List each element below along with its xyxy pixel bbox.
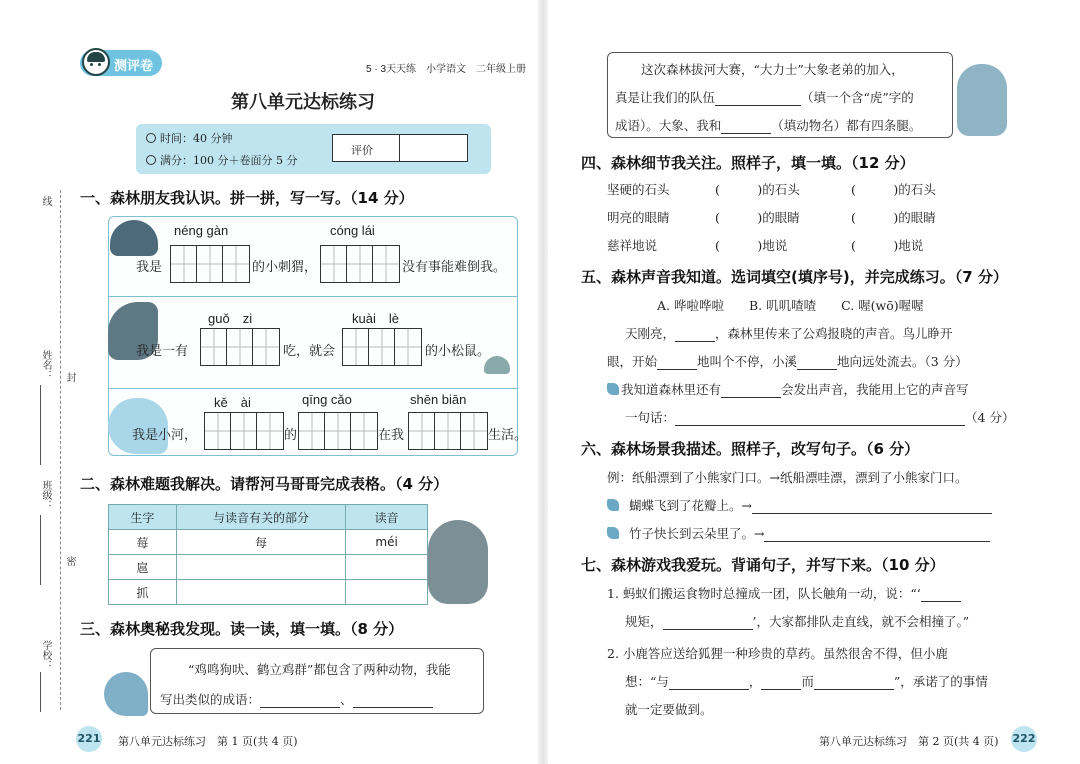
table-row: 抓 bbox=[109, 580, 428, 605]
time-info: 时间：40 分钟 bbox=[146, 130, 233, 146]
section-2-title: 二、森林难题我解决。请帮河马哥哥完成表格。（4 分） bbox=[80, 475, 449, 493]
footer-left: 第八单元达标练习 第 1 页(共 4 页) bbox=[118, 735, 298, 748]
seal-mark-2: 封 bbox=[64, 372, 75, 382]
pencil-icon bbox=[607, 383, 619, 395]
s1-text: 吃，就会 bbox=[283, 344, 336, 359]
table-row: 莓 每 méi bbox=[109, 530, 428, 555]
section-3-title: 三、森林奥秘我发现。读一读，填一填。（8 分） bbox=[80, 620, 404, 638]
answer-blank[interactable] bbox=[669, 689, 749, 690]
s1-text: 我是一有 bbox=[136, 344, 189, 359]
pencil-icon bbox=[607, 499, 619, 511]
answer-grid[interactable] bbox=[298, 412, 378, 450]
s7-q1: 1. 蚂蚁们搬运食物时总撞成一团，队长触角一动，说：“‘ bbox=[607, 584, 961, 602]
answer-cell[interactable] bbox=[176, 580, 345, 605]
s4-row: 明亮的眼睛 ( )的眼睛 ( )的眼睛 bbox=[607, 210, 936, 225]
seal-mark-3: 密 bbox=[64, 556, 75, 566]
s3-line-2: 写出类似的成语： 、 bbox=[160, 690, 433, 708]
s1-text: 没有事能难倒我。 bbox=[402, 260, 507, 275]
s7-q2-end: 就一定要做到。 bbox=[625, 702, 713, 717]
s1-pinyin-3: guǒ zi bbox=[208, 311, 253, 326]
s5-line-3: 我知道森林里还有 会发出声音，我能用上它的声音写 bbox=[607, 380, 969, 398]
answer-blank[interactable] bbox=[814, 689, 894, 690]
answer-blank[interactable] bbox=[657, 369, 697, 370]
table-header: 与读音有关的部分 bbox=[176, 505, 345, 530]
series-label: 5 · 3天天练 小学语文 二年级上册 bbox=[366, 64, 527, 75]
s6-q2: 竹子快长到云朵里了。→ bbox=[607, 524, 990, 542]
section-5-title: 五、森林声音我知道。选词填空(填序号)，并完成练习。（7 分） bbox=[581, 268, 1008, 286]
intro-line-3: 成语）。大象、我和 （填动物名）都有四条腿。 bbox=[615, 118, 922, 133]
seal-mark-1: 线 bbox=[40, 196, 51, 206]
hippo-icon bbox=[428, 520, 488, 604]
badge bbox=[80, 50, 162, 76]
answer-blank[interactable] bbox=[921, 601, 961, 602]
footer-right: 第八单元达标练习 第 2 页(共 4 页) bbox=[819, 735, 999, 748]
s1-text: 在我 bbox=[378, 428, 405, 443]
child-face-icon bbox=[82, 48, 110, 76]
character-table bbox=[108, 504, 428, 605]
page-number-right: 222 bbox=[1011, 726, 1037, 752]
answer-grid[interactable] bbox=[204, 412, 284, 450]
section-1-title: 一、森林朋友我认识。拼一拼，写一写。（14 分） bbox=[80, 189, 414, 207]
answer-blank[interactable] bbox=[260, 707, 340, 708]
rooster-icon bbox=[104, 672, 148, 716]
s5-options: A. 哗啦哗啦 B. 叽叽喳喳 C. 喔(wō)喔喔 bbox=[657, 298, 924, 313]
answer-cell[interactable] bbox=[176, 555, 345, 580]
s7-q1-cont: 规矩， ’，大家都排队走直线，就不会相撞了。” bbox=[625, 614, 970, 629]
binding-line bbox=[60, 190, 61, 710]
answer-blank[interactable]: ( )地说 bbox=[715, 238, 788, 253]
name-label: 姓名： bbox=[40, 350, 51, 380]
page-number-left: 221 bbox=[76, 726, 102, 752]
s1-text: 的 bbox=[284, 428, 298, 443]
page-title: 第八单元达标练习 bbox=[231, 92, 375, 113]
s7-q2: 2. 小鹿答应送给狐狸一种珍贵的草药。虽然很舍不得，但小鹿 bbox=[607, 646, 948, 661]
s5-line-4: 一句话： （4 分） bbox=[625, 410, 1015, 425]
class-label: 班级： bbox=[40, 480, 51, 510]
s1-text: 我是小河， bbox=[132, 428, 198, 443]
s7-q2-cont: 想：“与 ， 而 ”，承诺了的事情 bbox=[625, 674, 988, 689]
answer-blank[interactable]: ( )的眼睛 bbox=[851, 210, 936, 225]
answer-blank[interactable] bbox=[752, 513, 992, 514]
section-4-title: 四、森林细节我关注。照样子，填一填。（12 分） bbox=[581, 154, 915, 172]
s1-pinyin-7: shēn biān bbox=[410, 392, 467, 407]
grade-box[interactable] bbox=[332, 134, 468, 162]
answer-blank[interactable]: ( )的石头 bbox=[715, 182, 800, 197]
school-label: 学校： bbox=[40, 640, 51, 670]
answer-blank[interactable] bbox=[797, 369, 837, 370]
answer-blank[interactable] bbox=[761, 689, 801, 690]
section-7-title: 七、森林游戏我爱玩。背诵句子，并写下来。（10 分） bbox=[581, 556, 945, 574]
info-panel bbox=[136, 124, 491, 174]
answer-grid[interactable] bbox=[408, 412, 488, 450]
answer-grid[interactable] bbox=[170, 245, 250, 283]
intro-line-1: 这次森林拔河大赛，“大力士”大象老弟的加入， bbox=[641, 62, 904, 77]
answer-blank[interactable] bbox=[675, 425, 965, 426]
s1-pinyin-4: kuài lè bbox=[352, 311, 399, 326]
check-icon bbox=[146, 155, 156, 165]
s1-text: 的小松鼠。 bbox=[425, 344, 491, 359]
answer-blank[interactable] bbox=[721, 397, 781, 398]
intro-line-2: 真是让我们的队伍 （填一个含“虎”字的 bbox=[615, 90, 914, 105]
clock-icon bbox=[146, 133, 156, 143]
s5-line-2: 眼，开始 地叫个不停，小溪 地向远处流去。（3 分） bbox=[607, 354, 968, 369]
right-page bbox=[545, 0, 1080, 764]
s1-pinyin-1: néng gàn bbox=[174, 223, 229, 238]
section-6-title: 六、森林场景我描述。照样子，改写句子。（6 分） bbox=[581, 440, 920, 458]
answer-blank[interactable] bbox=[353, 707, 433, 708]
table-row: 扈 bbox=[109, 555, 428, 580]
s1-text: 我是 bbox=[136, 260, 163, 275]
answer-blank[interactable] bbox=[675, 341, 715, 342]
answer-blank[interactable] bbox=[715, 105, 801, 106]
s6-example: 例：纸船漂到了小熊家门口。→纸船漂哇漂，漂到了小熊家门口。 bbox=[607, 470, 968, 485]
s6-q1: 蝴蝶飞到了花瓣上。→ bbox=[607, 496, 992, 514]
s1-text: 生活。 bbox=[488, 428, 528, 443]
s1-text: 的小刺猬， bbox=[252, 260, 318, 275]
answer-blank[interactable]: ( )的石头 bbox=[851, 182, 936, 197]
grade-label: 评价 bbox=[351, 144, 373, 157]
table-header: 读音 bbox=[346, 505, 428, 530]
s1-pinyin-2: cóng lái bbox=[330, 223, 375, 238]
answer-cell[interactable] bbox=[346, 555, 428, 580]
s3-line-1: “鸡鸣狗吠、鹤立鸡群”都包含了两种动物，我能 bbox=[188, 662, 451, 677]
answer-blank[interactable]: ( )地说 bbox=[851, 238, 924, 253]
answer-cell[interactable] bbox=[346, 580, 428, 605]
s4-row: 坚硬的石头 ( )的石头 ( )的石头 bbox=[607, 182, 936, 197]
answer-blank[interactable] bbox=[764, 541, 990, 542]
pencil-icon bbox=[607, 527, 619, 539]
badge-label: 测评卷 bbox=[114, 59, 154, 74]
table-header: 生字 bbox=[109, 505, 177, 530]
s1-pinyin-6: qīng cǎo bbox=[302, 392, 352, 407]
answer-grid[interactable] bbox=[200, 328, 280, 366]
s4-row: 慈祥地说 ( )地说 ( )地说 bbox=[607, 238, 924, 253]
answer-blank[interactable] bbox=[663, 629, 753, 630]
answer-grid[interactable] bbox=[320, 245, 400, 283]
answer-grid[interactable] bbox=[342, 328, 422, 366]
score-info: 满分：100 分＋卷面分 5 分 bbox=[146, 152, 297, 168]
s1-pinyin-5: kě ài bbox=[214, 395, 251, 410]
tiger-icon bbox=[957, 64, 1007, 136]
s5-line-1: 天刚亮， ，森林里传来了公鸡报晓的声音。鸟儿睁开 bbox=[625, 326, 953, 341]
answer-blank[interactable] bbox=[721, 133, 771, 134]
answer-blank[interactable]: ( )的眼睛 bbox=[715, 210, 800, 225]
